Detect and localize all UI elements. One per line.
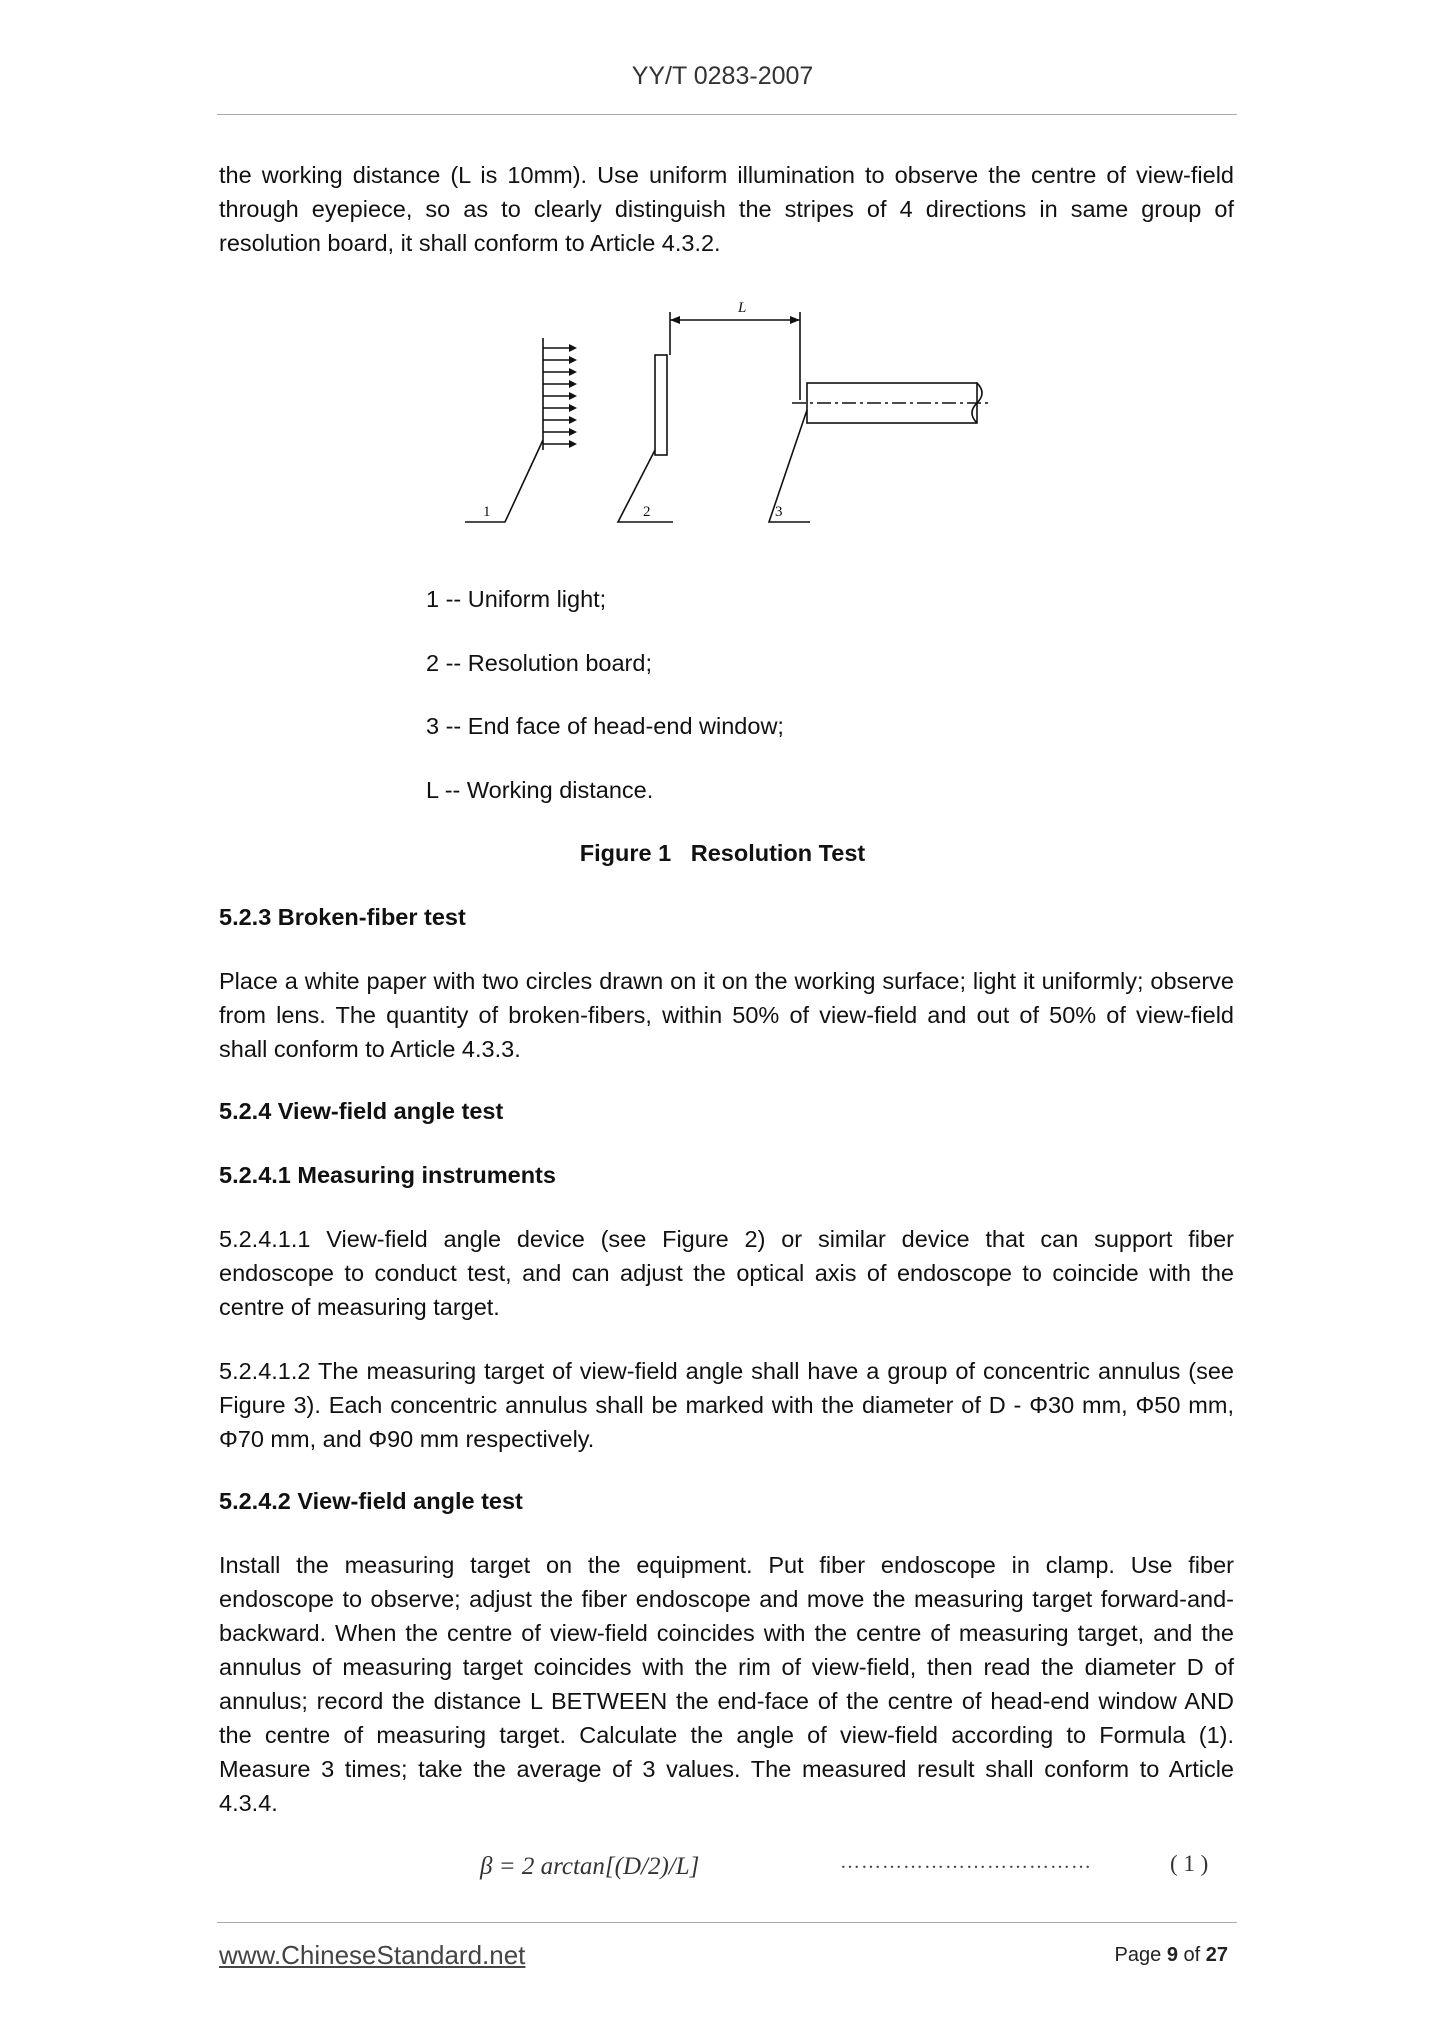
label-1: 1 bbox=[483, 504, 491, 520]
heading-5-2-4-2: 5.2.4.2 View-field angle test bbox=[219, 1488, 523, 1514]
legend-item-L: L -- Working distance. bbox=[426, 777, 654, 803]
legend-item-2: 2 -- Resolution board; bbox=[426, 650, 652, 676]
label-3: 3 bbox=[775, 504, 783, 520]
figure-1-diagram bbox=[455, 290, 1015, 540]
of-word: of bbox=[1183, 1944, 1201, 1966]
leader-1 bbox=[465, 440, 543, 522]
paragraph-5-2-4-2: Install the measuring target on the equipment. Put fiber endoscope in clamp. Use fiber endoscope to observe; adjust the fiber endoscope and move the measuring target forward-and-backward. When the centre of view-field coincides with the centre of measuring target, and the annulus of measuring target coincides with the rim of view-field, then read the diameter D of annulus; record the distance L BETWEEN the end-face of the centre of head-end window AND the centre of measuring target. Calculate the angle of view-field according to Formula (1). Measure 3 times; take the average of 3 values. The measured result shall conform to Article 4.3.4. bbox=[219, 1552, 1234, 1816]
heading-5-2-4: 5.2.4 View-field angle test bbox=[219, 1098, 504, 1124]
header-divider bbox=[217, 114, 1237, 115]
figure-1-caption: Figure 1 Resolution Test bbox=[579, 840, 866, 866]
page-number: 9 bbox=[1166, 1944, 1178, 1966]
label-L: L bbox=[738, 300, 747, 316]
legend-item-3: 3 -- End face of head-end window; bbox=[426, 713, 784, 739]
legend-item-1: 1 -- Uniform light; bbox=[426, 586, 607, 612]
page-total: 27 bbox=[1205, 1944, 1228, 1966]
paragraph-5-2-4-1-1: 5.2.4.1.1 View-field angle device (see Figure 2) or similar device that can support fiber endoscope to conduct test, and can adjust the optical axis of endoscope to coincide with the centre of measuring target. bbox=[219, 1226, 1234, 1320]
paragraph-5-2-4-1-2: 5.2.4.1.2 The measuring target of view-field angle shall have a group of concentric annulus (see Figure 3). Each concentric annulus shall be marked with the diameter of D - Φ30 mm, Φ50 mm, Φ70 mm, and Φ90 mm respectively. bbox=[219, 1358, 1234, 1452]
document-id-header: YY/T 0283-2007 bbox=[631, 62, 814, 90]
formula-expression: β = 2 arctan[(D/2)/L] bbox=[480, 1853, 700, 1880]
resolution-board bbox=[655, 355, 667, 455]
page-indicator bbox=[1115, 1944, 1228, 1967]
heading-5-2-3: 5.2.3 Broken-fiber test bbox=[219, 904, 466, 930]
formula-dots: ……………………………… bbox=[840, 1851, 1092, 1873]
page-word: Page bbox=[1114, 1944, 1162, 1966]
label-2: 2 bbox=[643, 504, 651, 520]
formula-number: ( 1 ) bbox=[1170, 1851, 1209, 1876]
footer-divider bbox=[217, 1922, 1237, 1923]
formula-1 bbox=[475, 1845, 1245, 1895]
paragraph-5-2-3: Place a white paper with two circles drawn on it on the working surface; light it uniformly; observe from lens. The quantity of broken-fibers, within 50% of view-field and out of 50% of view-field shall conform to Article 4.3.3. bbox=[219, 968, 1234, 1062]
website-link[interactable]: www.ChineseStandard.net bbox=[219, 1940, 526, 1970]
heading-5-2-4-1: 5.2.4.1 Measuring instruments bbox=[219, 1162, 556, 1188]
intro-paragraph: the working distance (L is 10mm). Use uniform illumination to observe the centre of view-field through eyepiece, so as to clearly distinguish the stripes of 4 directions in same group of resolution board, it shall conform to Article 4.3.2. bbox=[219, 162, 1234, 256]
